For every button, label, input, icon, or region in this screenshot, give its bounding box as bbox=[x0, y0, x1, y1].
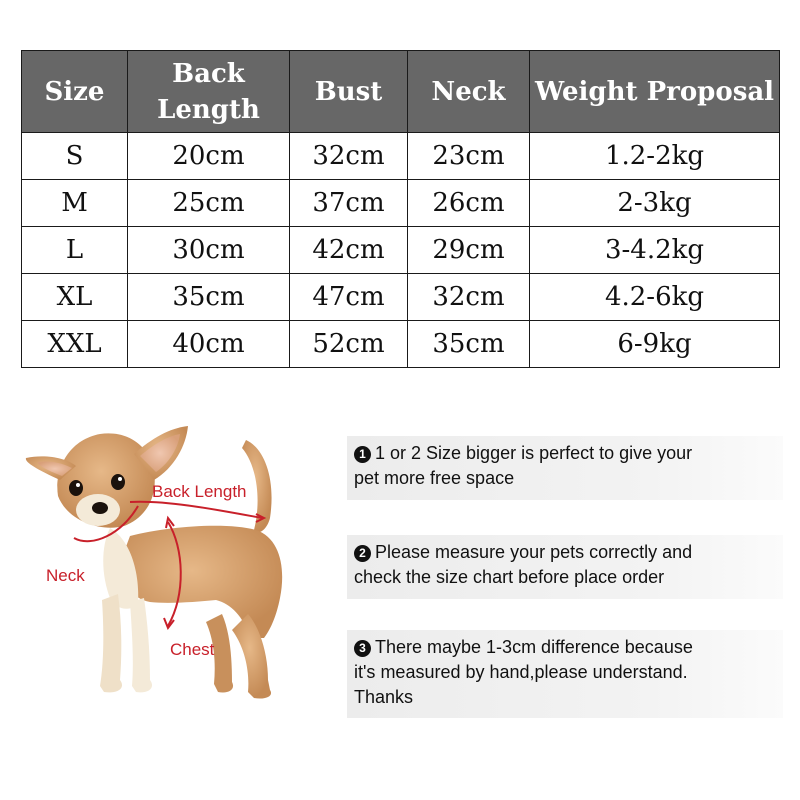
cell-back-length: 20cm bbox=[128, 133, 290, 180]
cell-bust: 52cm bbox=[290, 321, 408, 368]
cell-neck: 23cm bbox=[408, 133, 530, 180]
cell-size: S bbox=[22, 133, 128, 180]
size-chart-table bbox=[21, 50, 780, 368]
back-length-label: Back Length bbox=[152, 482, 247, 501]
number-3-icon: 3 bbox=[354, 640, 371, 657]
table-row bbox=[22, 321, 780, 368]
header-weight-proposal: Weight Proposal bbox=[530, 51, 780, 133]
cell-back-length: 40cm bbox=[128, 321, 290, 368]
cell-size: M bbox=[22, 180, 128, 227]
cell-weight: 1.2-2kg bbox=[530, 133, 780, 180]
cell-weight: 4.2-6kg bbox=[530, 274, 780, 321]
cell-neck: 29cm bbox=[408, 227, 530, 274]
cell-back-length: 30cm bbox=[128, 227, 290, 274]
cell-bust: 37cm bbox=[290, 180, 408, 227]
table-row bbox=[22, 180, 780, 227]
number-2-icon: 2 bbox=[354, 545, 371, 562]
cell-neck: 32cm bbox=[408, 274, 530, 321]
tip-1: 1 1 or 2 Size bigger is perfect to give your pet more free space bbox=[354, 443, 693, 488]
cell-size: L bbox=[22, 227, 128, 274]
cell-bust: 42cm bbox=[290, 227, 408, 274]
tip-2: 2 Please measure your pets correctly and check the size chart before place order bbox=[354, 542, 693, 587]
cell-weight: 6-9kg bbox=[530, 321, 780, 368]
header-bust: Bust bbox=[290, 51, 408, 133]
cell-bust: 32cm bbox=[290, 133, 408, 180]
tip-3: 3 There maybe 1-3cm difference because it's measured by hand,please understand. Thanks bbox=[354, 637, 693, 707]
cell-size: XXL bbox=[22, 321, 128, 368]
cell-weight: 2-3kg bbox=[530, 180, 780, 227]
header-back-length: Back Length bbox=[128, 51, 290, 133]
number-1-icon: 1 bbox=[354, 446, 371, 463]
dog-measurement-figure bbox=[18, 418, 323, 718]
back-length-line bbox=[130, 502, 262, 518]
cell-bust: 47cm bbox=[290, 274, 408, 321]
table-row bbox=[22, 227, 780, 274]
cell-size: XL bbox=[22, 274, 128, 321]
cell-neck: 35cm bbox=[408, 321, 530, 368]
header-neck: Neck bbox=[408, 51, 530, 133]
chest-label: Chest bbox=[170, 640, 215, 659]
neck-label: Neck bbox=[46, 566, 85, 585]
cell-neck: 26cm bbox=[408, 180, 530, 227]
cell-back-length: 35cm bbox=[128, 274, 290, 321]
header-size: Size bbox=[22, 51, 128, 133]
cell-weight: 3-4.2kg bbox=[530, 227, 780, 274]
table-header-row bbox=[22, 51, 780, 133]
table-row bbox=[22, 133, 780, 180]
table-row bbox=[22, 274, 780, 321]
cell-back-length: 25cm bbox=[128, 180, 290, 227]
